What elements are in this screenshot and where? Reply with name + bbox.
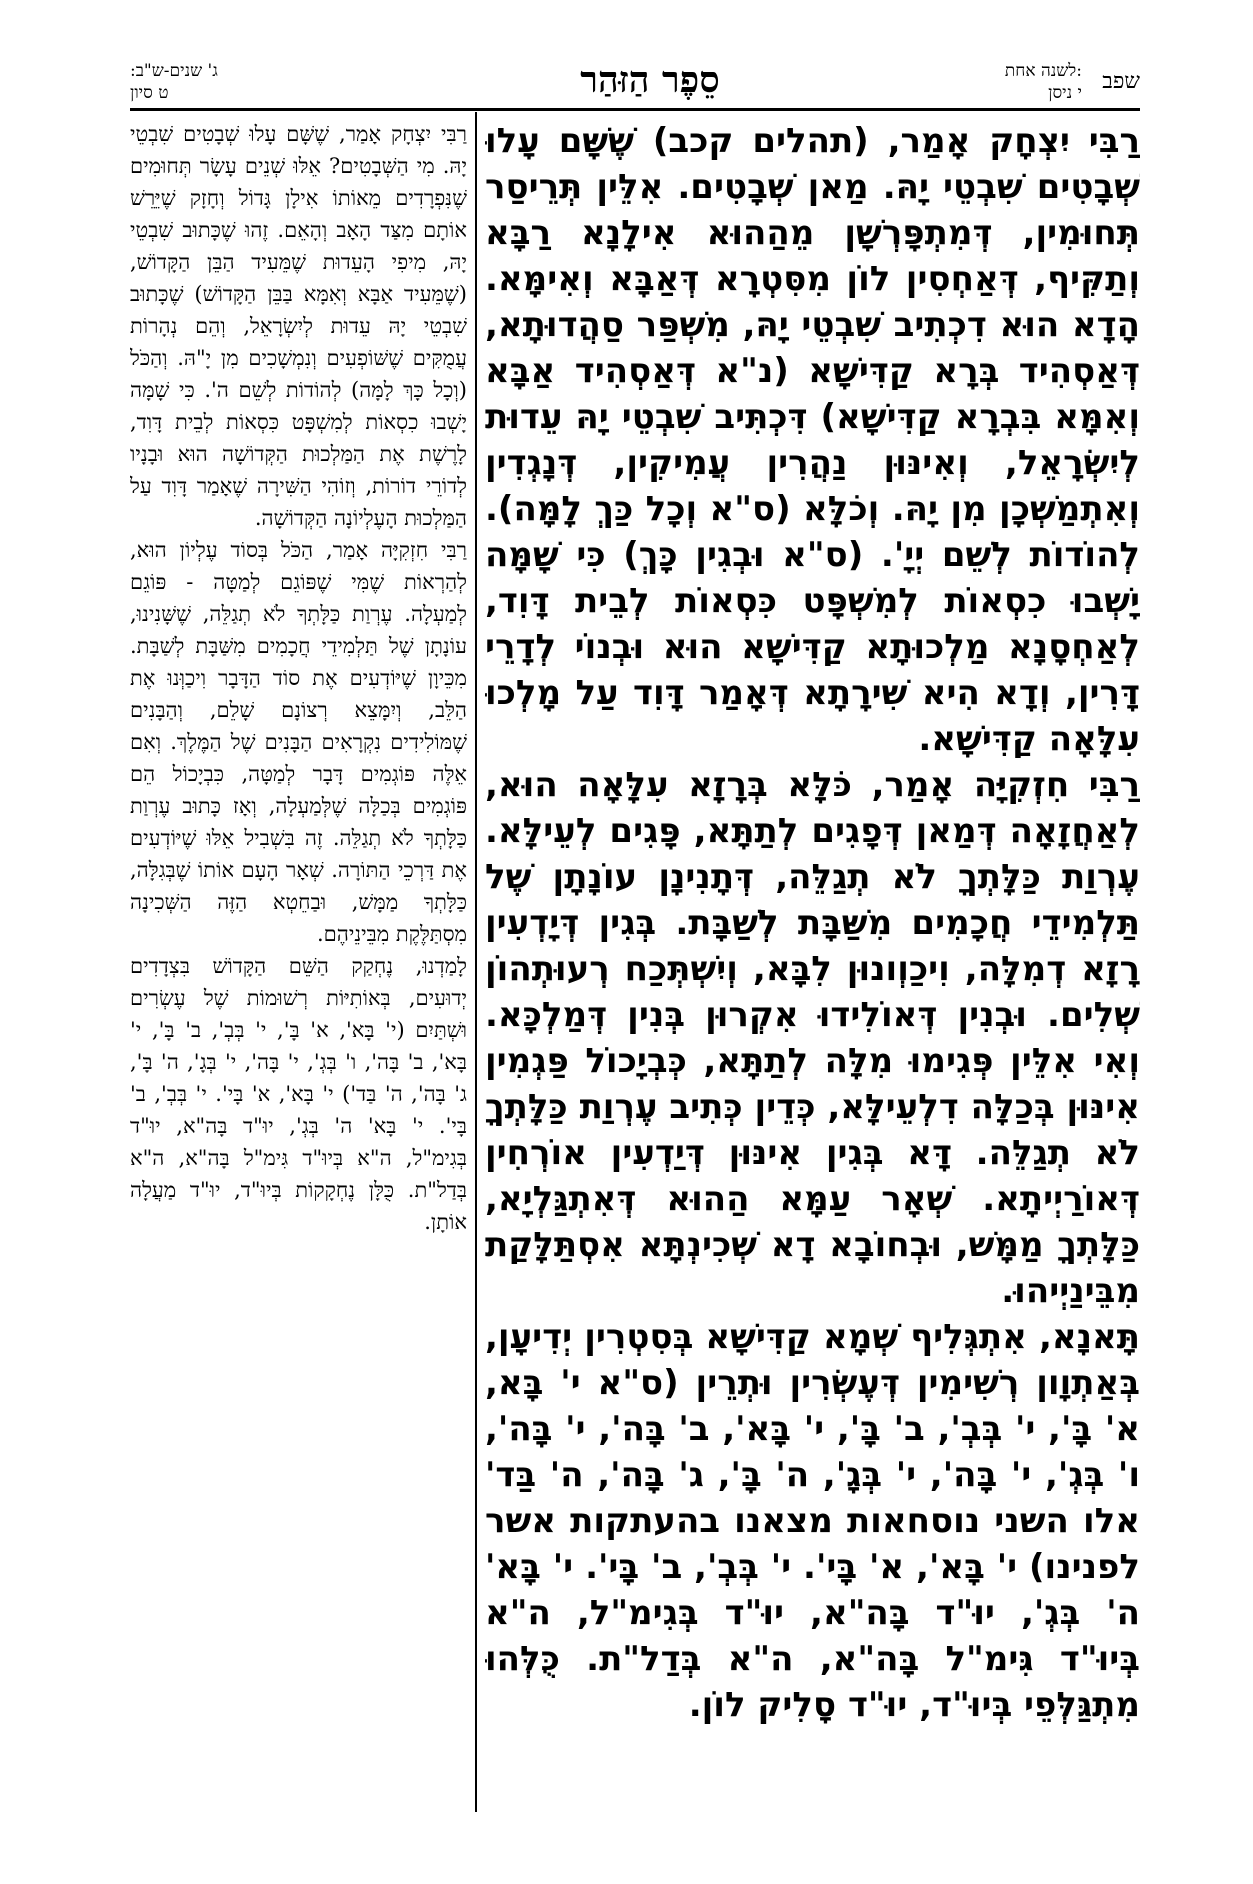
page-number: שפב [1102, 69, 1140, 94]
header-right-info [1005, 60, 1082, 104]
header-left-line2: ט סיון [130, 83, 169, 103]
page-header [130, 60, 1140, 108]
side-paragraph-3: לָמַדְנוּ, נֶחְקַק הַשֵּׁם הַקָּדוֹשׁ בִּצְדָדִים יְדוּעִים, בְּאוֹתִיּוֹת רְשׁוּמוֹת שֶׁל עֶשְׂרִים וּשְׁתַּיִם (י' בָּא', א' בָּ', י' בְּבְ', ב' בָּ', י' בָּא', ב' בָּה', ו' בְּגְ', י' בָּה', י' בְּגָ', ה' בָּ', ג' בָּה', ה' בַּד') י' בָּא', א' בָּי'. י' בְּבְ', ב' בָּי'. י' בָּא' ה' בְּגְ', יוּ"ד בָּה"א, יוּ"ד בְּגִימ"ל, ה"א בְּיוּ"ד גִּימ"ל בָּה"א, ה"א בְּדַל"ת. כֻּלָּן נֶחְקָקוֹת בְּיוּ"ד, יוּ"ד מַעֲלָה אוֹתָן. [130, 954, 467, 1234]
header-left-info [130, 60, 218, 104]
aramaic-text-column [485, 118, 1140, 1818]
hebrew-translation-column [130, 118, 467, 1818]
header-rule [130, 108, 1140, 111]
side-paragraph-1: רַבִּי יִצְחָק אָמַר, שֶׁשָּׁם עָלוּ שְׁבָטִים שִׁבְטֵי יָהּ. מִי הַשְּׁבָטִים? אֵלּוּ שְׁנֵים עָשָׂר תְּחוּמִים שֶׁנִּפְרָדִים מֵאוֹתוֹ אִילָן גָּדוֹל וְחָזָק שֶׁיֵּרֵשׁ אוֹתָם מִצַּד הָאָב וְהָאֵם. זֶהוּ שֶׁכָּתוּב שִׁבְטֵי יָהּ, מִיפִי הָעֵדוּת שֶׁמֵּעִיד הַבֵּן הַקָּדוֹשׁ, (שֶׁמֵּעִיד אַבָּא וְאִמָּא בַּבֵּן הַקָּדוֹשׁ) שֶׁכָּתוּב שִׁבְטֵי יָהּ עֵדוּת לְיִשְׂרָאֵל, וְהֵם נְהָרוֹת עֲמֻקִּים שֶׁשּׁוֹפְעִים וְנִמְשָׁכִים מִן יָ"הּ. וְהַכֹּל (וְכָל כָּךְ לָמָּה) לְהוֹדוֹת לְשֵׁם ה'. כִּי שָׁמָּה יָשְׁבוּ כִסְאוֹת לְמִשְׁפָּט כִּסְאוֹת לְבֵית דָּוִד, לָרֶשֶׁת אֶת הַמַּלְכוּת הַקְּדוֹשָׁה הוּא וּבָנָיו לְדוֹרֵי דוֹרוֹת, וְזוֹהִי הַשִּׁירָה שֶׁאָמַר דָּוִד עַל הַמַּלְכוּת הָעֶלְיוֹנָה הַקְּדוֹשָׁה. [130, 122, 467, 530]
side-paragraph-2: רַבִּי חִזְקִיָּה אָמַר, הַכֹּל בְּסוֹד עֶלְיוֹן הוּא, לְהַרְאוֹת שֶׁמִּי שֶׁפּוֹגֵם לְמַטָּה - פּוֹגֵם לְמַעְלָה. עֶרְוַת כַּלָּתְךָ לֹא תְגַלֵּה, שֶׁשָּׁנִינוּ, עוֹנָתָן שֶׁל תַּלְמִידֵי חֲכָמִים מִשַּׁבָּת לְשַׁבָּת. מִכֵּיוָן שֶׁיּוֹדְעִים אֶת סוֹד הַדָּבָר וִיכַוְּנוּ אֶת הַלֵּב, וְיִמָּצֵא רְצוֹנָם שָׁלֵם, וְהַבָּנִים שֶׁמּוֹלִידִים נִקְרָאִים הַבָּנִים שֶׁל הַמֶּלֶךְ. וְאִם אֵלֶּה פּוֹגְמִים דָּבָר לְמַטָּה, כִּבְיָכוֹל הֵם פּוֹגְמִים בְּכַלָּה שֶׁלְּמַעְלָה, וְאָז כָּתוּב עֶרְוַת כַּלָּתְךָ לֹא תְגַלֵּה. זֶה בִּשְׁבִיל אֵלּוּ שֶׁיּוֹדְעִים אֶת דַּרְכֵי הַתּוֹרָה. שְׁאָר הָעָם אוֹתוֹ שֶׁבְּגִלָּה, כַּלָּתְךָ מַמָּשׁ, וּבַחֵטְא הַזֶּה הַשְּׁכִינָה מִסְתַּלֶּקֶת מִבֵּינֵיהֶם. [130, 538, 467, 946]
main-paragraph-3: תָּאנָא, אִתְגְּלִיף שְׁמָא קַדִּישָׁא בְּסִטְרִין יְדִיעָן, בְּאַתְוָון רְשִׁימִין דְּעֶשְׂרִין וּתְרֵין (ס"א י' בָּא, א' בָּ', י' בְּבְ', ב' בָּ', י' בָּא', ב' בָּה', י' בָּה', ו' בְּגְ', י' בָּה', י' בְּגָ', ה' בָּ', ג' בָּה', ה' בַּד' אלו השני נוסחאות מצאנו בהעתקות אשר לפנינו) י' בָּא', א' בָּי'. י' בְּבְ', ב' בָּי'. י' בָּא' ה' בְּגְ', יוּ"ד בָּה"א, יוּ"ד בְּגִימ"ל, ה"א בְּיוּ"ד גִּימ"ל בָּה"א, ה"א בְּדַל"ת. כֻּלְּהוּ מִתְגַּלְּפֵי בְּיוּ"ד, יוּ"ד סָלִיק לוֹן. [485, 1317, 1140, 1725]
header-right-line2: י ניסן [1048, 83, 1082, 103]
column-divider [475, 112, 477, 1812]
header-left-line1: ג' שנים-ש"ב: [130, 61, 218, 81]
main-paragraph-1: רַבִּי יִצְחָק אָמַר, (תהלים קכב) שֶׁשָּׁם עָלוּ שְׁבָטִים שִׁבְטֵי יָהּ. מַאן שְׁבָטִים. אִלֵּין תְּרֵיסַר תְּחוּמִין, דְּמִתְפָּרְשָׁן מֵהַהוּא אִילָנָא רַבָּא וְתַקִּיף, דְּאַחְסִין לוֹן מִסִּטְרָא דְּאַבָּא וְאִימָּא. הָדָא הוּא דִכְתִיב שִׁבְטֵי יָהּ, מִשְׁפַּר סַהֲדוּתָא, דְּאַסְהִיד בְּרָא קַדִּישָׁא (נ"א דְּאַסְהִיד אַבָּא וְאִמָּא בִּבְרָא קַדִּישָׁא) דִּכְתִּיב שִׁבְטֵי יָהּ עֵדוּת לְיִשְׂרָאֵל, וְאִינּוּן נַהֲרִין עֲמִיקִין, דְּנָגְדִין וְאִתְמַשְׁכָן מִן יָהּ. וְכֹלָּא (ס"א וְכָל כַּךְ לָמָּה). לְהוֹדוֹת לְשֵׁם יְיָ'. (ס"א וּבְגִין כָּךְ) כִּי שָׁמָּה יָשְׁבוּ כִסְאוֹת לְמִשְׁפָּט כִּסְאוֹת לְבֵית דָּוִד, לְאַחְסָנָא מַלְכוּתָא קַדִּישָׁא הוּא וּבְנוֹי לְדָרֵי דָּרִין, וְדָא הִיא שִׁירָתָא דְּאָמַר דָּוִד עַל מָלְכוּ עִלָּאָה קַדִּישָׁא. [485, 121, 1140, 759]
main-paragraph-2: רַבִּי חִזְקִיָּה אָמַר, כֹּלָּא בְּרָזָא עִלָּאָה הוּא, לְאַחֲזָאָה דְּמַאן דְּפָגִים לְתַתָּא, פָּגִים לְעֵילָּא. עֶרְוַת כַּלָּתְךָ לֹא תְגַלֵּה, דְּתָנִינָן עוֹנָתָן שֶׁל תַּלְמִידֵי חֲכָמִים מִשַּׁבָּת לְשַׁבָּת. בְּגִין דְּיָדְעִין רָזָא דְמִלָּה, וִיכַוְונוּן לִבָּא, וְיִשְׁתְּכַח רְעוּתְהוֹן שְׁלִים. וּבְנִין דְּאוֹלִידוּ אִקְרוּן בְּנִין דְּמַלְכָּא. וְאִי אִלֵּין פְּגִימוּ מִלָּה לְתַתָּא, כְּבְיָכוֹל פַּגְמִין אִינּוּן בְּכַלָּה דִלְעֵילָּא, כְּדֵין כְּתִיב עֶרְוַת כַּלָּתְךָ לֹא תְגַלֵּה. דָּא בְּגִין אִינּוּן דְּיַדְעִין אוֹרְחִין דְּאוֹרַיְיתָא. שְׁאָר עַמָּא הַהוּא דְּאִתְגַּלְיָא, כַּלָּתְךָ מַמָּשׁ, וּבְחוֹבָא דָא שְׁכִינְתָּא אִסְתַּלָּקַת מִבֵּינַיְיהוּ. [485, 765, 1140, 1311]
page-title: סֵפֶר הַזּהַר [580, 59, 720, 101]
header-right-line1: לשנה אחת: [1004, 61, 1082, 81]
